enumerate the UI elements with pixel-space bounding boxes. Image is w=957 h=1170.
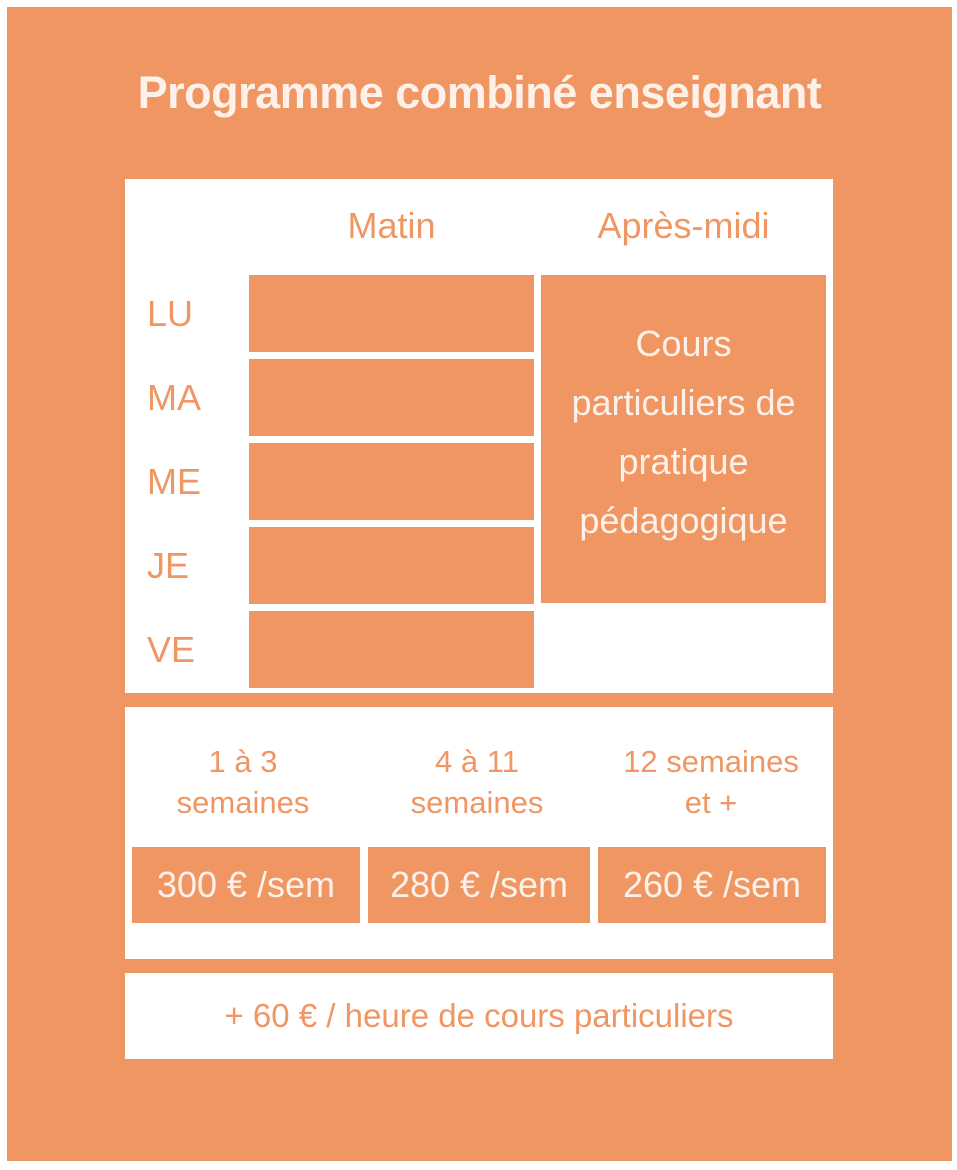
duration-tier-1-line2: semaines	[176, 785, 310, 820]
page-title: Programme combiné enseignant	[137, 67, 822, 118]
program-card	[7, 7, 952, 1161]
price-tier-2: 280 € /sem	[368, 847, 590, 923]
duration-tier-2	[366, 741, 588, 823]
day-label-thursday: JE	[147, 545, 190, 586]
price-tier-3: 260 € /sem	[598, 847, 826, 923]
day-label-wednesday: ME	[147, 461, 201, 502]
morning-header: Matin	[347, 205, 436, 246]
day-label-tuesday: MA	[147, 377, 201, 418]
morning-slot-thursday	[249, 527, 534, 604]
pricing-panel	[125, 707, 833, 959]
schedule-panel	[125, 179, 833, 693]
extra-fee-panel	[125, 973, 833, 1059]
duration-tier-3-line1: 12 semaines	[623, 744, 799, 779]
duration-tier-2-line2: semaines	[410, 785, 544, 820]
day-label-friday: VE	[147, 629, 196, 670]
morning-slot-friday	[249, 611, 534, 688]
afternoon-header: Après-midi	[597, 205, 770, 246]
duration-tier-1	[132, 741, 354, 823]
duration-tier-2-line1: 4 à 11	[435, 744, 519, 779]
duration-tier-3-line2: et +	[684, 785, 738, 820]
extra-fee-text: + 60 € / heure de cours particuliers	[224, 997, 734, 1034]
duration-tier-1-line1: 1 à 3	[208, 744, 278, 779]
duration-tier-3	[600, 741, 822, 823]
day-label-monday: LU	[147, 293, 194, 334]
afternoon-block-label: Cours particuliers de pratique pédagogique	[571, 323, 796, 541]
price-tier-1: 300 € /sem	[132, 847, 360, 923]
afternoon-block	[541, 275, 826, 603]
morning-slot-wednesday	[249, 443, 534, 520]
morning-slot-tuesday	[249, 359, 534, 436]
morning-slot-monday	[249, 275, 534, 352]
